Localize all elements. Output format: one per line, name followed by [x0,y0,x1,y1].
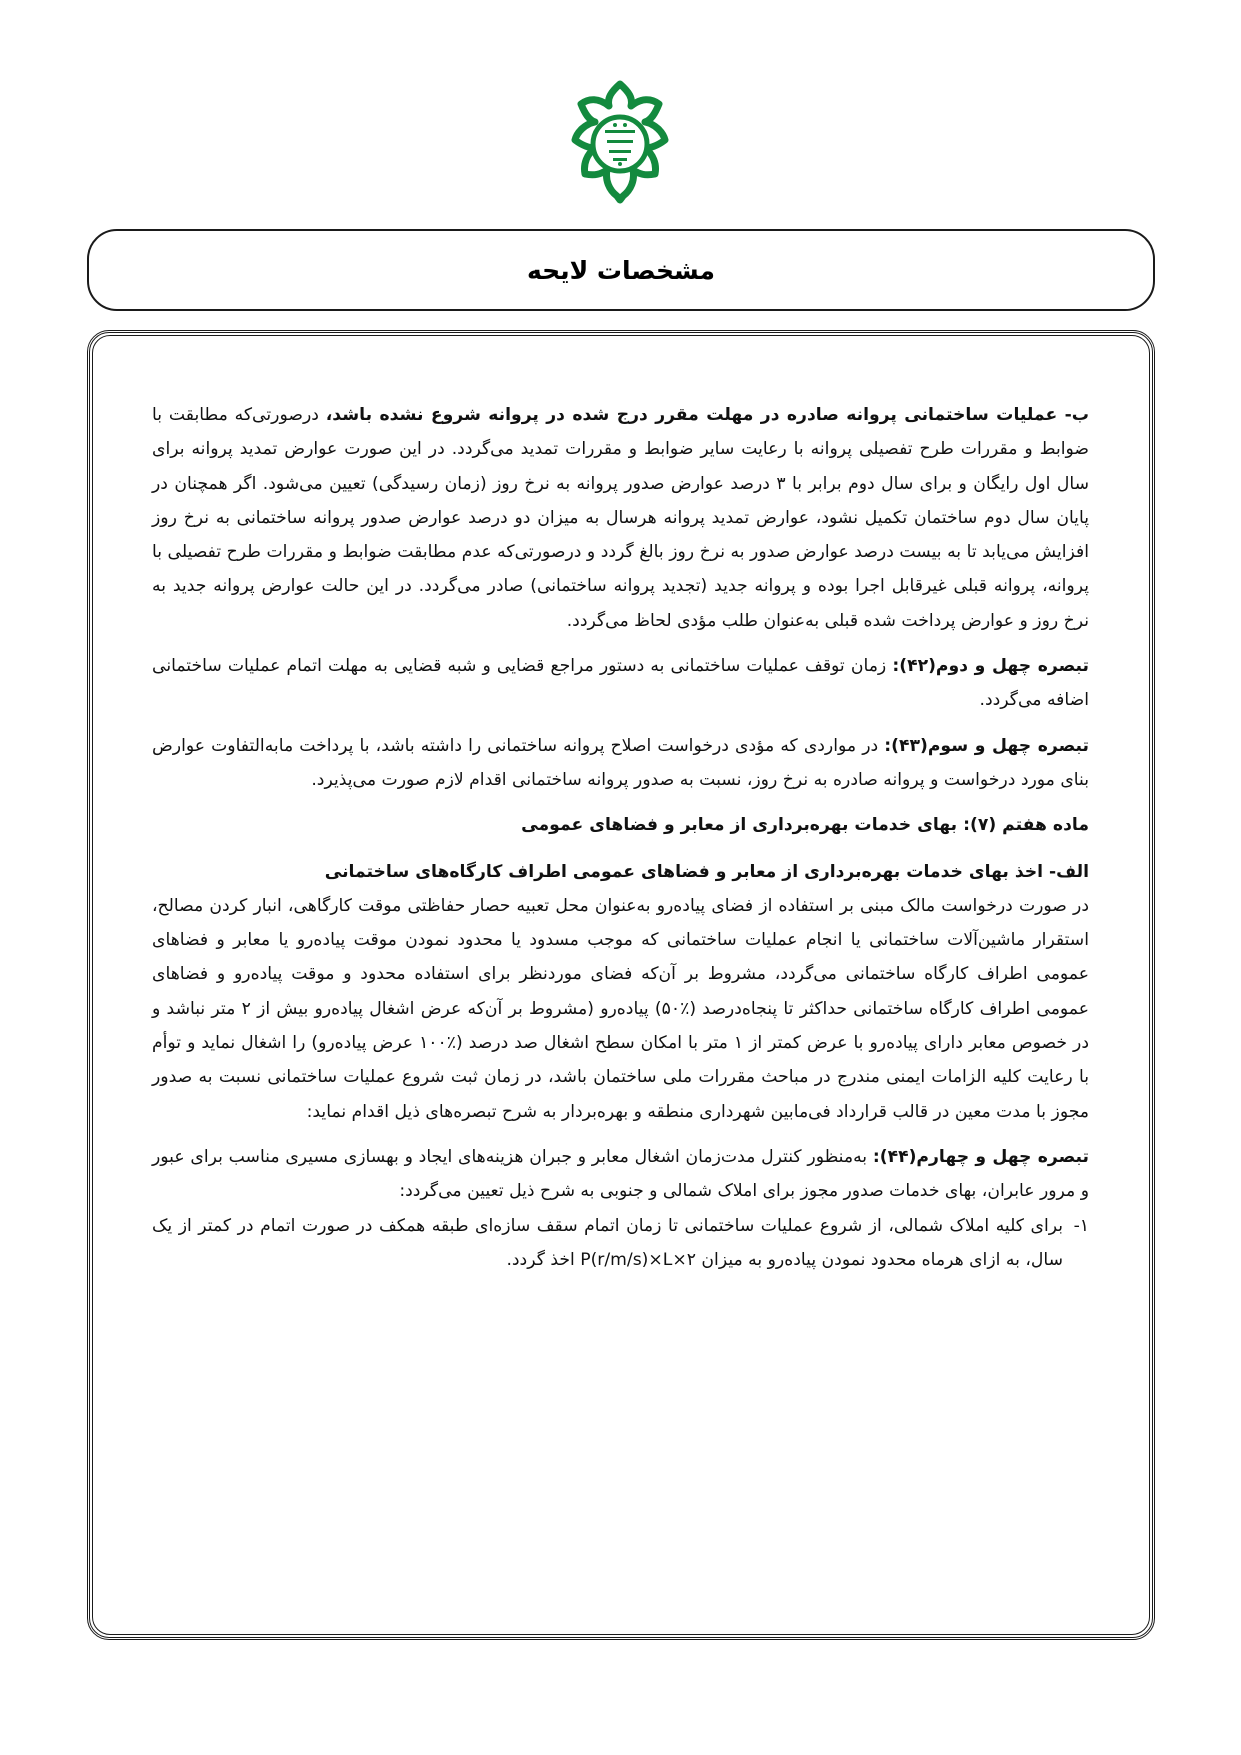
fee-formula: P(r/m/s)×L×۲ [580,1249,696,1270]
note-42-text: زمان توقف عملیات ساختمانی به دستور مراجع قضایی و شبه قضایی به مهلت اتمام عملیات ساختمانی اضافه می‌گردد. [152,656,1089,711]
note-44-label: تبصره چهل و چهارم(۴۴): [872,1146,1089,1167]
note-44 [152,1140,1089,1209]
list-item-number: ۱- [1073,1215,1089,1236]
note-43 [152,729,1089,798]
note-42 [152,649,1089,718]
note-44-text: به‌منظور کنترل مدت‌زمان اشغال معابر و جبران هزینه‌های ایجاد و بهسازی مسیری مناسب برای عبور و مرور عابران، بهای خدمات صدور مجوز برای املاک شمالی و جنوبی به شرح ذیل تعیین می‌گردد: [152,1146,1089,1202]
page-title: مشخصات لایحه [527,255,715,285]
list-item-text [152,1209,1063,1278]
note-43-text: در مواردی که مؤدی درخواست اصلاح پروانه ساختمانی را داشته باشد، با پرداخت مابه‌التفاوت عوارض بنای مورد درخواست و پروانه صادره به نرخ روز، نسبت به صدور پروانه ساختمانی اقدام لازم صورت می‌پذیرد. [152,735,1089,790]
section-alef-text: در صورت درخواست مالک مبنی بر استفاده از فضای پیاده‌رو به‌عنوان محل تعبیه حصار حفاظتی موقت کارگاهی، انبار کردن مصالح، استقرار ماشین‌آلات ساختمانی یا انجام عملیات ساختمانی که موجب مسدود یا محدود نمودن موقت پیاده‌رو یا معابر و فضاهای عمومی اطراف کارگاه ساختمانی می‌گردد، مشروط بر آن‌که فضای موردنظر برای استفاده محدود و موقت پیاده‌رو و فضاهای عمومی اطراف کارگاه ساختمانی حداکثر تا پنجاه‌درصد (٪۵۰) پیاده‌رو (مشروط بر آن‌که عرض اشغال پیاده‌رو بیش از ۲ متر نباشد و در خصوص معابر دارای پیاده‌رو با عرض کمتر از ۱ متر با امکان سطح اشغال صد درصد (٪۱۰۰ عرض پیاده‌رو) را اشغال نماید و توأم با رعایت کلیه الزامات ایمنی مندرج در مباحث مقررات ملی ساختمان باشد، در زمان ثبت شروع عملیات ساختمانی نسبت به صدور مجوز با مدت معین در قالب قرارداد فی‌مابین شهرداری منطقه و بهره‌بردار به شرح تبصره‌های ذیل اقدام نماید: [152,895,1090,1122]
list-item-text-before: برای کلیه املاک شمالی، از شروع عملیات ساختمانی تا زمان اتمام سقف سازه‌ای طبقه همکف در صورت اتمام در کمتر از یک سال، به ازای هرماه محدود نمودن پیاده‌رو به میزان [152,1215,1063,1270]
paragraph-b-heading: ب- عملیات ساختمانی پروانه صادره در مهلت مقرر درج شده در پروانه شروع نشده باشد، [325,405,1089,425]
tehran-municipality-logo-icon [555,78,685,208]
note-43-label: تبصره چهل و سوم(۴۳): [884,735,1089,756]
document-body [152,398,1089,1277]
article-7-heading: ماده هفتم (۷): بهای خدمات بهره‌برداری از معابر و فضاهای عمومی [521,815,1089,836]
list-item-text-after: اخذ گردد. [506,1249,581,1270]
note-42-label: تبصره چهل و دوم(۴۲): [892,656,1089,677]
section-alef-heading: الف- اخذ بهای خدمات بهره‌برداری از معابر و فضاهای عمومی اطراف کارگاه‌های ساختمانی [324,861,1089,882]
list-item [152,1209,1089,1278]
paragraph-b [152,398,1089,638]
paragraph-b-text: درصورتی‌که مطابقت با ضوابط و مقررات طرح تفصیلی پروانه با رعایت سایر ضوابط و مقررات تمدید می‌گردد. در این صورت عوارض تمدید پروانه برای سال اول رایگان و برای سال دوم برابر با ۳ درصد عوارض صدور پروانه به نرخ روز (زمان رسیدگی) تعیین می‌شود. اگر همچنان در پایان سال دوم ساختمان تکمیل نشود، عوارض تمدید پروانه هرسال به میزان دو درصد عوارض صدور پروانه ساختمانی به نرخ روز افزایش می‌یابد تا به بیست درصد عوارض صدور به نرخ روز بالغ گردد و درصورتی‌که عدم مطابقت ضوابط و مقررات طرح تفصیلی با پروانه، پروانه قبلی غیرقابل اجرا بوده و پروانه جدید (تجدید پروانه ساختمانی) صادر می‌گردد. در این حالت عوارض پروانه جدید به نرخ روز و عوارض پرداخت شده قبلی به‌عنوان طلب مؤدی لحاظ می‌گردد. [152,405,1089,631]
title-box [87,229,1155,311]
